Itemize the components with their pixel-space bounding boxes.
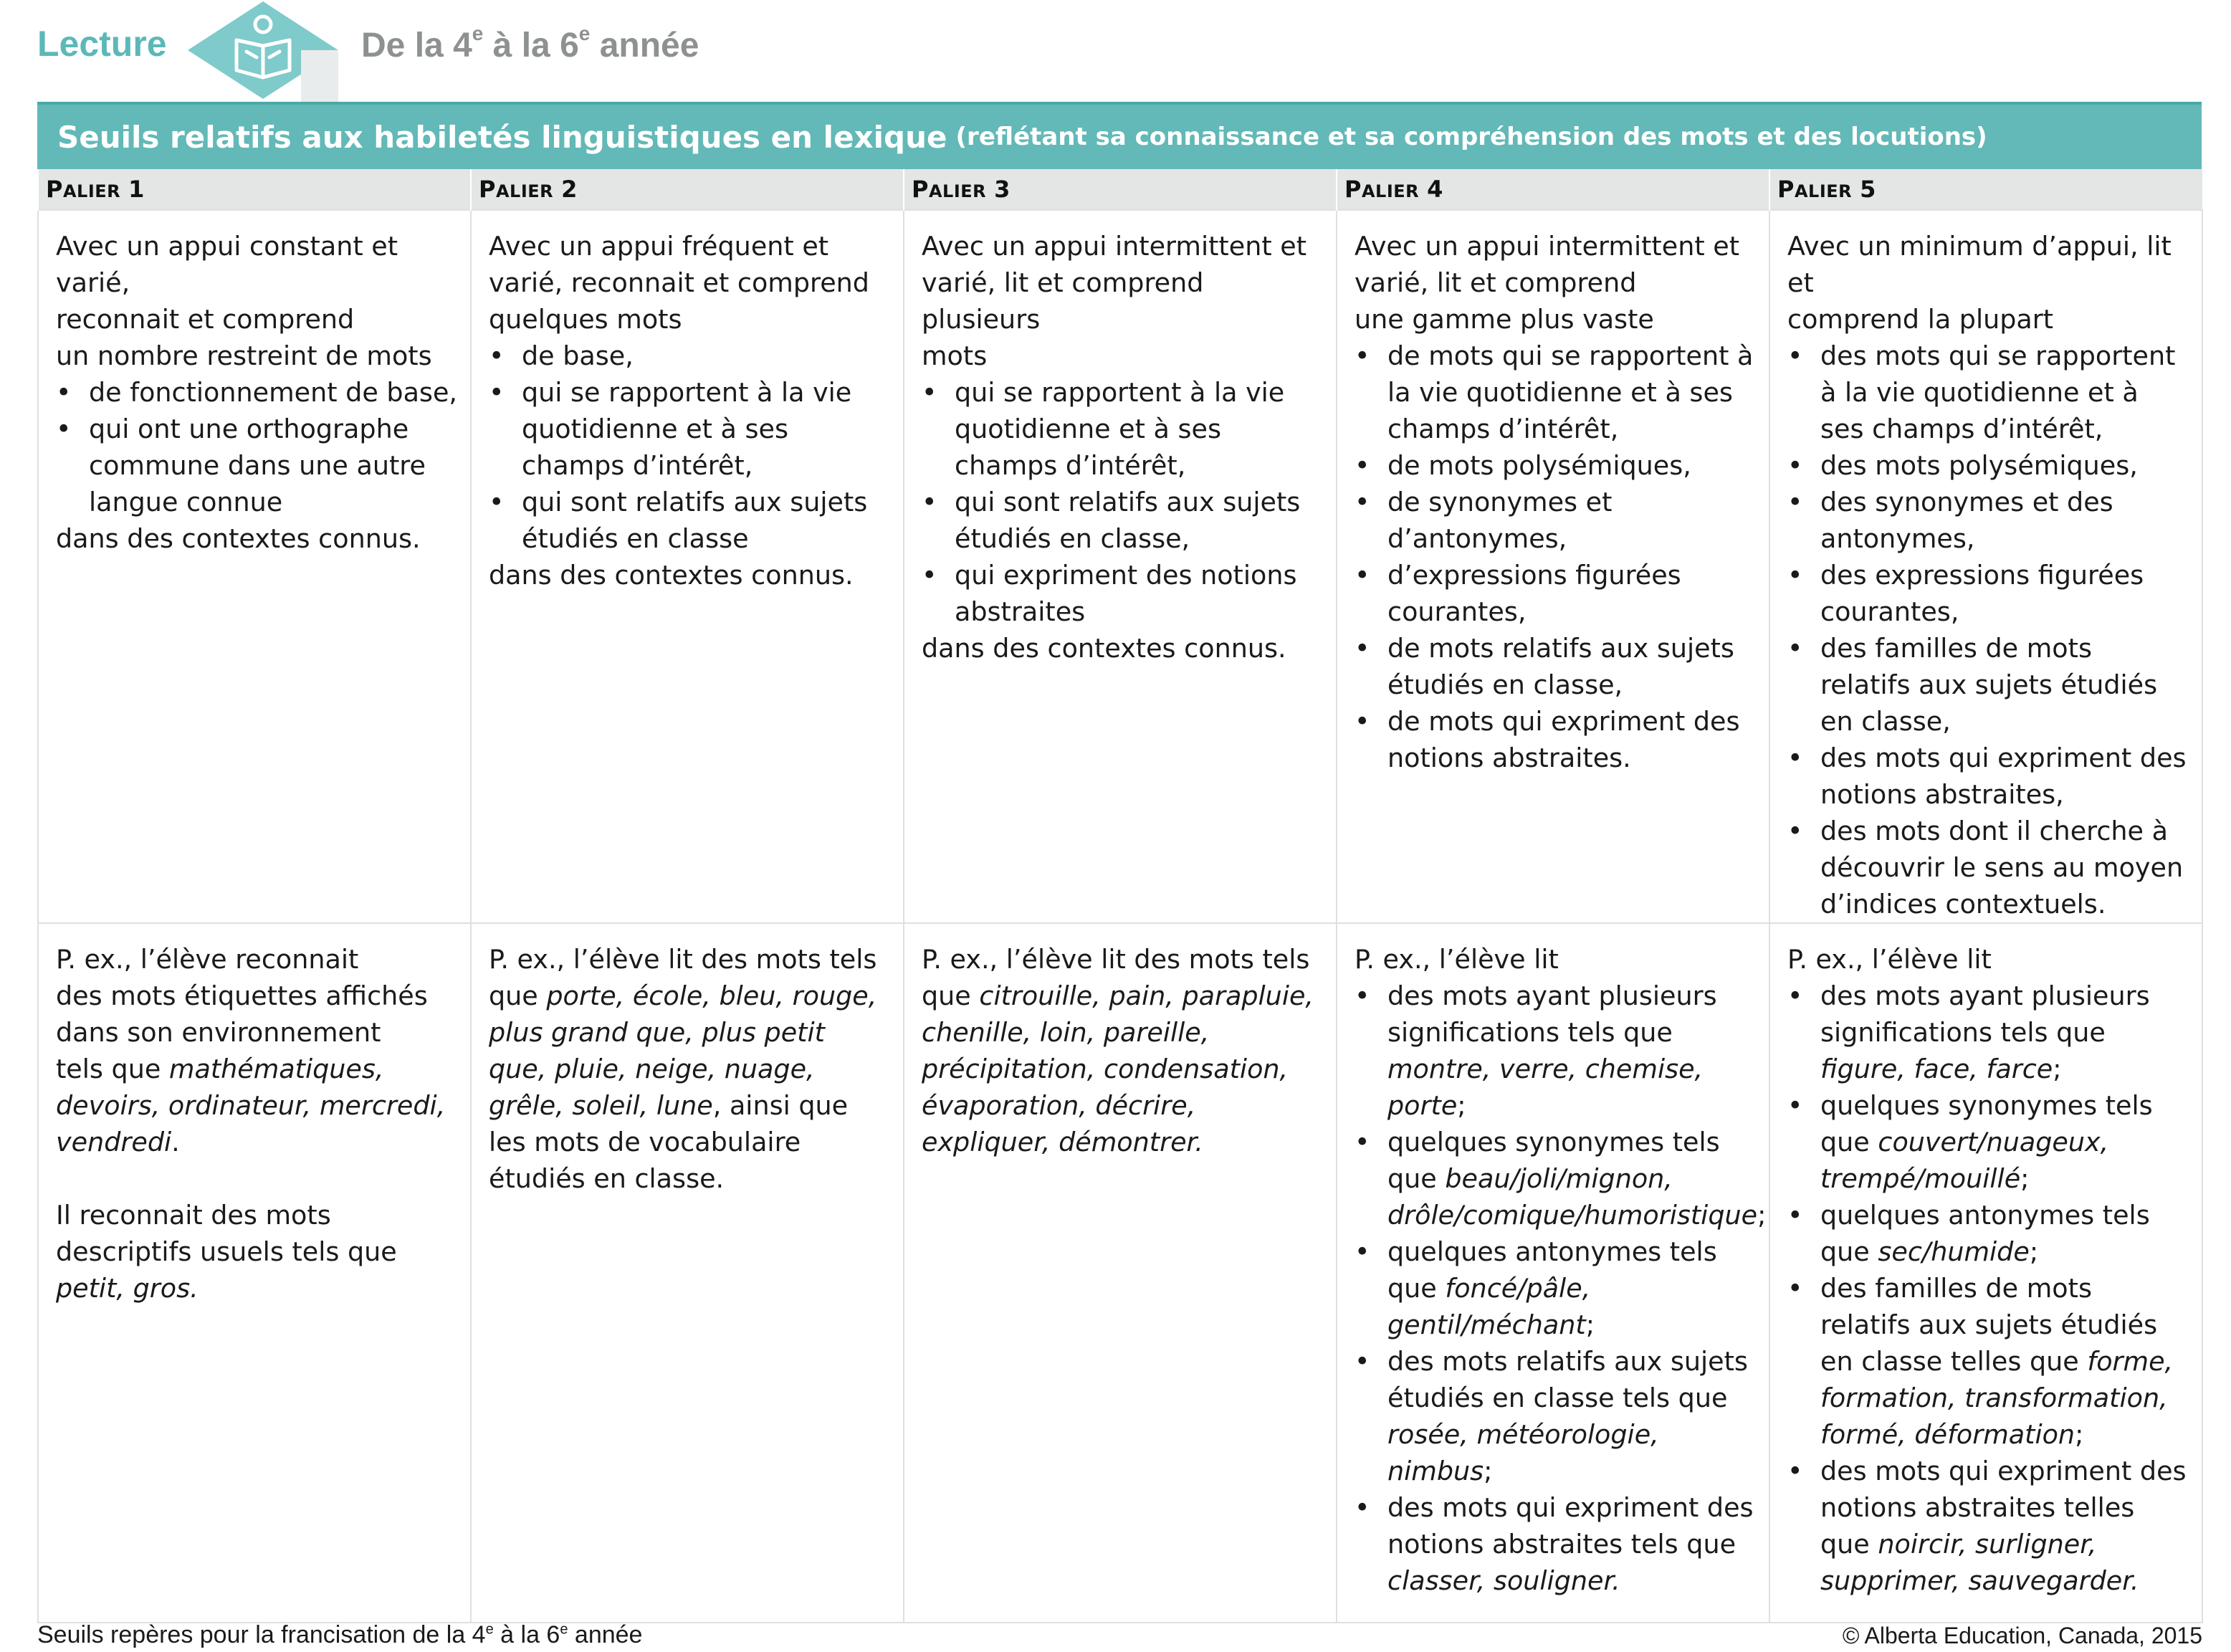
list-item: • des mots qui se rapportent à la vie quotidienne et à ses champs d’intérêt, bbox=[1787, 338, 2189, 447]
cell-palier-4-example: P. ex., l’élève lit • des mots ayant plusieurs significations tels que montre, verre, chemise, porte; • quelques synonymes tels que beau/joli/mignon, drôle/comique/humoristique; • quelques antonymes tels que foncé/pâle, gentil/méchant; • des mots relatifs aux sujets étudiés en classe tels que rosée, météorologie, nimbus; • des mots qui expriment des notions abstraites tels que classer, souligner. bbox=[1337, 923, 1769, 1623]
descriptor-list bbox=[1787, 338, 2189, 922]
table-title-main: Seuils relatifs aux habiletés linguistiques en lexique bbox=[57, 119, 947, 155]
list-item: • quelques synonymes tels que beau/joli/mignon, drôle/comique/humoristique; bbox=[1355, 1124, 1756, 1233]
list-item: • quelques antonymes tels que foncé/pâle, gentil/méchant; bbox=[1355, 1233, 1756, 1343]
cell-palier-5-example: P. ex., l’élève lit • des mots ayant plusieurs significations tels que figure, face, farce; • quelques synonymes tels que couvert/nuageux, trempé/mouillé; • quelques antonymes tels que sec/humide; • des familles de mots relatifs aux sujets étudiés en classe telles que forme, formation, transformation, formé, déformation; • des mots qui expriment des notions abstraites telles que noircir, surligner, supprimer, sauvegarder. bbox=[1769, 923, 2202, 1623]
example-list bbox=[1787, 978, 2189, 1599]
descriptor-list bbox=[56, 374, 457, 520]
list-item: • des mots relatifs aux sujets étudiés en classe tels que rosée, météorologie, nimbus; bbox=[1355, 1343, 1756, 1489]
table-row-descriptors bbox=[38, 210, 2202, 923]
descriptor-list bbox=[922, 374, 1323, 630]
cell-palier-1-descriptor: Avec un appui constant et varié, reconnait et comprend un nombre restreint de mots • de fonctionnement de base, • qui ont une orthographe commune dans une autre langue connue dans des contextes connus. bbox=[38, 210, 471, 923]
list-item: • qui se rapportent à la vie quotidienne et à ses champs d’intérêt, bbox=[922, 374, 1323, 484]
list-item: • qui sont relatifs aux sujets étudiés en classe, bbox=[922, 484, 1323, 557]
list-item: • des mots qui expriment des notions abstraites telles que noircir, surligner, supprimer, sauvegarder. bbox=[1787, 1453, 2189, 1599]
cell-palier-5-descriptor: Avec un minimum d’appui, lit et comprend la plupart • des mots qui se rapportent à la vie quotidienne et à ses champs d’intérêt, • des mots polysémiques, • des synonymes et des antonymes, • des expressions figurées courantes, • des familles de mots relatifs aux sujets étudiés en classe, • des mots qui expriment des notions abstraites, • des mots dont il cherche à découvrir le sens au moyen d’indices contextuels. bbox=[1769, 210, 2202, 923]
page-header bbox=[0, 0, 2231, 102]
column-header-palier-3: PALIER 3 bbox=[904, 169, 1337, 210]
list-item: • qui ont une orthographe commune dans une autre langue connue bbox=[56, 411, 457, 520]
column-header-palier-5: PALIER 5 bbox=[1769, 169, 2202, 210]
cell-palier-3-example: P. ex., l’élève lit des mots tels que citrouille, pain, parapluie, chenille, loin, pareille, précipitation, condensation, évaporation, décrire, expliquer, démontrer. bbox=[904, 923, 1337, 1623]
cell-palier-2-example: P. ex., l’élève lit des mots tels que porte, école, bleu, rouge, plus grand que, plus petit que, pluie, neige, nuage, grêle, soleil, lune, ainsi que les mots de vocabulaire étudiés en classe. bbox=[471, 923, 904, 1623]
list-item: • quelques synonymes tels que couvert/nuageux, trempé/mouillé; bbox=[1787, 1087, 2189, 1197]
header-tab-decoration bbox=[301, 50, 338, 102]
cell-palier-4-descriptor: Avec un appui intermittent et varié, lit et comprend une gamme plus vaste • de mots qui se rapportent à la vie quotidienne et à ses champs d’intérêt, • de mots polysémiques, • de synonymes et d’antonymes, • d’expressions figurées courantes, • de mots relatifs aux sujets étudiés en classe, • de mots qui expriment des notions abstraites. bbox=[1337, 210, 1769, 923]
thresholds-sheet bbox=[37, 102, 2202, 1623]
subject-label: Lecture bbox=[37, 24, 167, 64]
list-item: • des familles de mots relatifs aux sujets étudiés en classe telles que forme, formation, transformation, formé, déformation; bbox=[1787, 1270, 2189, 1453]
list-item: • de mots qui expriment des notions abstraites. bbox=[1355, 703, 1756, 776]
cell-palier-2-descriptor: Avec un appui fréquent et varié, reconnait et comprend quelques mots • de base, • qui se rapportent à la vie quotidienne et à ses champs d’intérêt, • qui sont relatifs aux sujets étudiés en classe dans des contextes connus. bbox=[471, 210, 904, 923]
list-item: • de mots relatifs aux sujets étudiés en classe, bbox=[1355, 630, 1756, 703]
list-item: • des mots qui expriment des notions abstraites tels que classer, souligner. bbox=[1355, 1489, 1756, 1599]
list-item: • des mots ayant plusieurs significations tels que montre, verre, chemise, porte; bbox=[1355, 978, 1756, 1124]
list-item: • qui expriment des notions abstraites bbox=[922, 557, 1323, 630]
list-item: • des mots dont il cherche à découvrir le sens au moyen d’indices contextuels. bbox=[1787, 813, 2189, 922]
list-item: • de mots qui se rapportent à la vie quotidienne et à ses champs d’intérêt, bbox=[1355, 338, 1756, 447]
list-item: • de mots polysémiques, bbox=[1355, 447, 1756, 484]
thresholds-table bbox=[37, 169, 2203, 1623]
grade-range: De la 4e à la 6e année bbox=[361, 22, 699, 65]
table-row-examples bbox=[38, 923, 2202, 1623]
cell-palier-3-descriptor: Avec un appui intermittent et varié, lit et comprend plusieurs mots • qui se rapportent à la vie quotidienne et à ses champs d’intérêt, • qui sont relatifs aux sujets étudiés en classe, • qui expriment des notions abstraites dans des contextes connus. bbox=[904, 210, 1337, 923]
column-header-palier-2: PALIER 2 bbox=[471, 169, 904, 210]
cell-palier-1-example: P. ex., l’élève reconnait des mots étiquettes affichés dans son environnement tels que mathématiques, devoirs, ordinateur, mercredi, vendredi. Il reconnait des mots descriptifs usuels tels que petit, gros. bbox=[38, 923, 471, 1623]
table-header-row bbox=[38, 169, 2202, 210]
list-item: • quelques antonymes tels que sec/humide; bbox=[1787, 1197, 2189, 1270]
footer-document-title: Seuils repères pour la francisation de la 4e à la 6e année bbox=[37, 1621, 643, 1648]
table-title bbox=[37, 102, 2202, 169]
column-header-palier-1: PALIER 1 bbox=[38, 169, 471, 210]
list-item: • des expressions figurées courantes, bbox=[1787, 557, 2189, 630]
list-item: • des mots polysémiques, bbox=[1787, 447, 2189, 484]
list-item: • d’expressions figurées courantes, bbox=[1355, 557, 1756, 630]
descriptor-list bbox=[489, 338, 890, 557]
list-item: • des mots qui expriment des notions abstraites, bbox=[1787, 740, 2189, 813]
list-item: • des mots ayant plusieurs significations tels que figure, face, farce; bbox=[1787, 978, 2189, 1087]
footer-copyright: © Alberta Education, Canada, 2015 bbox=[1842, 1623, 2202, 1648]
list-item: • qui se rapportent à la vie quotidienne et à ses champs d’intérêt, bbox=[489, 374, 890, 484]
example-list bbox=[1355, 978, 1767, 1599]
column-header-palier-4: PALIER 4 bbox=[1337, 169, 1769, 210]
list-item: • des synonymes et des antonymes, bbox=[1787, 484, 2189, 557]
table-title-sub: (reflétant sa connaissance et sa compréhension des mots et des locutions) bbox=[955, 123, 1987, 151]
list-item: • qui sont relatifs aux sujets étudiés en classe bbox=[489, 484, 890, 557]
list-item: • de fonctionnement de base, bbox=[56, 374, 457, 411]
list-item: • de base, bbox=[489, 338, 890, 374]
descriptor-list bbox=[1355, 338, 1756, 776]
list-item: • des familles de mots relatifs aux sujets étudiés en classe, bbox=[1787, 630, 2189, 740]
list-item: • de synonymes et d’antonymes, bbox=[1355, 484, 1756, 557]
